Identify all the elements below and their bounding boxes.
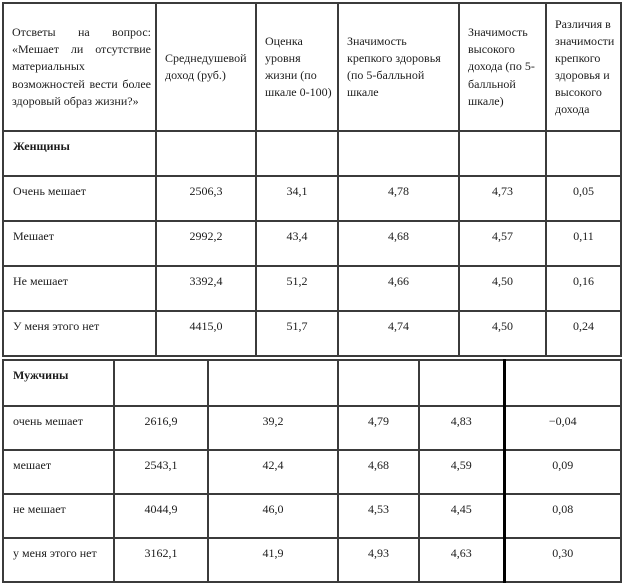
difference-cell: −0,04 xyxy=(504,406,621,450)
table-row xyxy=(3,406,621,450)
difference-header-cell: Различия в значимости крепкого здоровья и высокого дохода xyxy=(546,3,621,131)
men-table xyxy=(2,359,622,583)
income-cell: 2616,9 xyxy=(114,406,208,450)
difference-cell: 0,24 xyxy=(546,311,621,356)
income-importance-cell: 4,63 xyxy=(419,538,504,582)
life-eval-cell: 41,9 xyxy=(208,538,338,582)
health-importance-cell: 4,68 xyxy=(338,450,419,494)
income-importance-cell: 4,57 xyxy=(459,221,546,266)
row-label: у меня этого нет xyxy=(3,538,114,582)
table-row xyxy=(3,494,621,538)
women-section-row xyxy=(3,131,621,176)
income-cell: 4415,0 xyxy=(156,311,256,356)
empty-cell xyxy=(114,360,208,406)
difference-cell: 0,11 xyxy=(546,221,621,266)
life-eval-cell: 51,7 xyxy=(256,311,338,356)
income-importance-cell: 4,59 xyxy=(419,450,504,494)
life-eval-header-cell: Оценка уровня жизни (по шкале 0-100) xyxy=(256,3,338,131)
life-eval-cell: 46,0 xyxy=(208,494,338,538)
life-eval-cell: 34,1 xyxy=(256,176,338,221)
table-row xyxy=(3,221,621,266)
empty-cell xyxy=(338,360,419,406)
empty-cell xyxy=(256,131,338,176)
health-importance-cell: 4,66 xyxy=(338,266,459,311)
income-importance-cell: 4,45 xyxy=(419,494,504,538)
difference-cell: 0,08 xyxy=(504,494,621,538)
health-importance-cell: 4,74 xyxy=(338,311,459,356)
row-label: Очень мешает xyxy=(3,176,156,221)
life-eval-cell: 39,2 xyxy=(208,406,338,450)
row-label: не мешает xyxy=(3,494,114,538)
empty-cell xyxy=(504,360,621,406)
table-row xyxy=(3,538,621,582)
empty-cell xyxy=(208,360,338,406)
income-header-cell: Среднедушевой доход (руб.) xyxy=(156,3,256,131)
income-cell: 4044,9 xyxy=(114,494,208,538)
empty-cell xyxy=(546,131,621,176)
difference-cell: 0,16 xyxy=(546,266,621,311)
difference-cell: 0,30 xyxy=(504,538,621,582)
question-header-cell: Отсветы на вопрос: «Мешает ли отсутствие материальных возможностей вести более здоровый образ жизни?» xyxy=(3,3,156,131)
income-importance-cell: 4,50 xyxy=(459,311,546,356)
life-eval-cell: 43,4 xyxy=(256,221,338,266)
table-row xyxy=(3,176,621,221)
health-importance-cell: 4,68 xyxy=(338,221,459,266)
empty-cell xyxy=(338,131,459,176)
health-importance-header-cell: Значимость крепкого здоровья (по 5-балльной шкале xyxy=(338,3,459,131)
life-eval-cell: 42,4 xyxy=(208,450,338,494)
income-importance-header-cell: Значимость высокого дохода (по 5-балльной шкале) xyxy=(459,3,546,131)
health-importance-cell: 4,78 xyxy=(338,176,459,221)
empty-cell xyxy=(156,131,256,176)
row-label: очень мешает xyxy=(3,406,114,450)
income-importance-cell: 4,50 xyxy=(459,266,546,311)
row-label: У меня этого нет xyxy=(3,311,156,356)
row-label: мешает xyxy=(3,450,114,494)
table-row xyxy=(3,311,621,356)
income-cell: 3392,4 xyxy=(156,266,256,311)
men-section-label: Мужчины xyxy=(3,360,114,406)
income-cell: 2992,2 xyxy=(156,221,256,266)
income-importance-cell: 4,83 xyxy=(419,406,504,450)
row-label: Мешает xyxy=(3,221,156,266)
header-row xyxy=(3,3,621,131)
difference-cell: 0,09 xyxy=(504,450,621,494)
empty-cell xyxy=(419,360,504,406)
health-importance-cell: 4,79 xyxy=(338,406,419,450)
health-importance-cell: 4,93 xyxy=(338,538,419,582)
health-importance-cell: 4,53 xyxy=(338,494,419,538)
men-section-row xyxy=(3,360,621,406)
women-table xyxy=(2,2,622,357)
row-label: Не мешает xyxy=(3,266,156,311)
women-section-label: Женщины xyxy=(3,131,156,176)
empty-cell xyxy=(459,131,546,176)
table-row xyxy=(3,450,621,494)
income-importance-cell: 4,73 xyxy=(459,176,546,221)
life-eval-cell: 51,2 xyxy=(256,266,338,311)
table-row xyxy=(3,266,621,311)
income-cell: 2543,1 xyxy=(114,450,208,494)
income-cell: 2506,3 xyxy=(156,176,256,221)
difference-cell: 0,05 xyxy=(546,176,621,221)
income-cell: 3162,1 xyxy=(114,538,208,582)
